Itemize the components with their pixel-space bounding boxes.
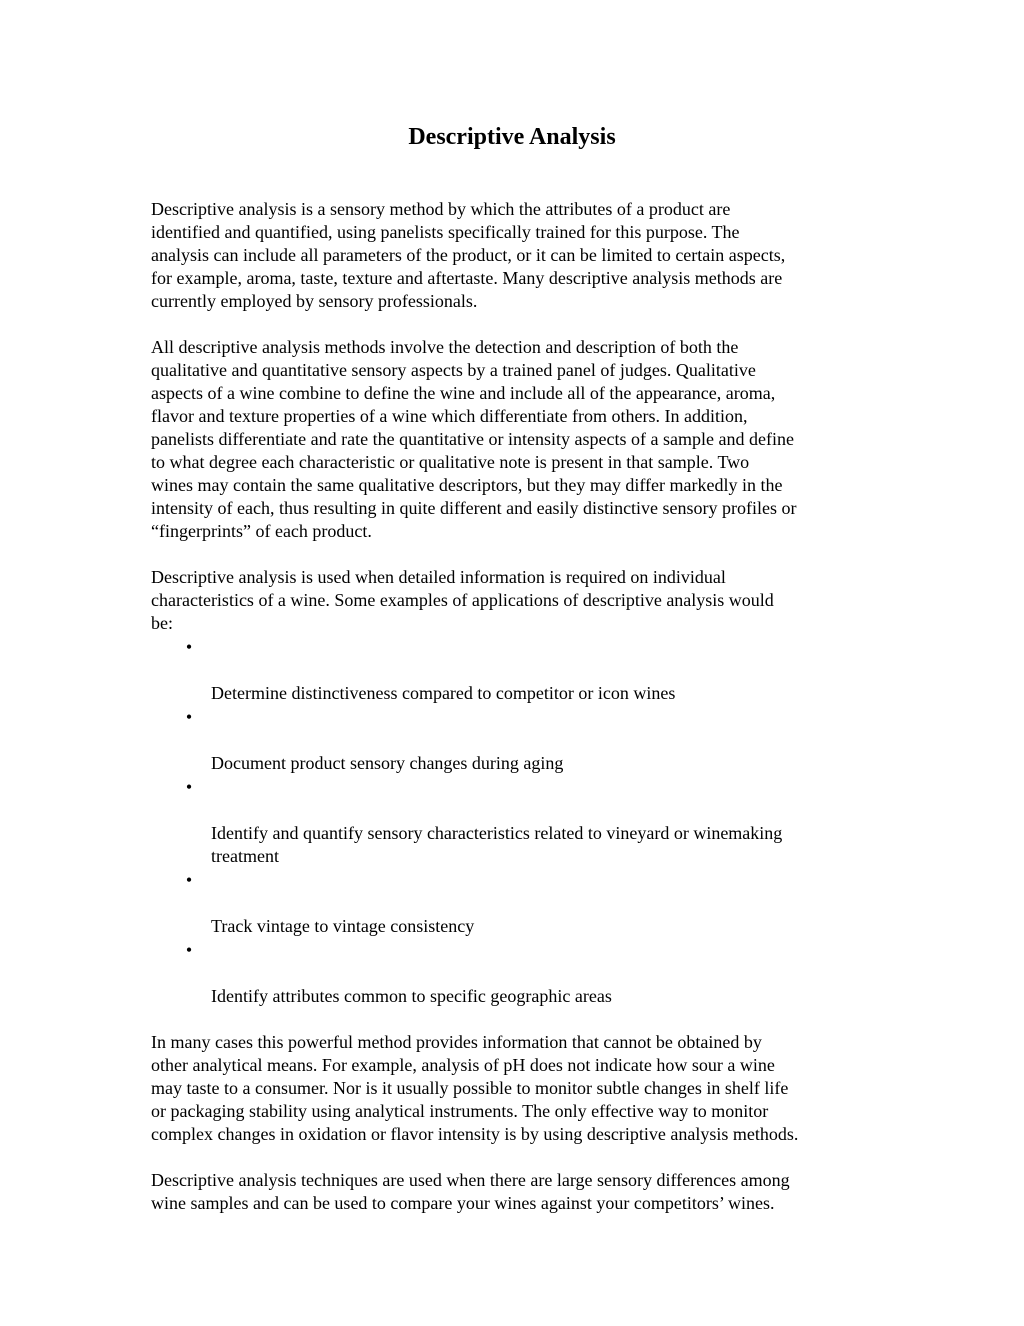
list-item	[151, 869, 891, 938]
paragraph-techniques: Descriptive analysis techniques are used when there are large sensory differences among wine samples and can be used to compare your wines against your competitors’ wines.	[151, 1170, 790, 1213]
bullet-icon: •	[185, 637, 193, 657]
list-item-text: Determine distinctiveness compared to competitor or icon wines	[211, 683, 676, 703]
list-item	[151, 706, 891, 775]
list-item	[151, 939, 891, 1008]
bullet-icon: •	[185, 870, 193, 890]
paragraph-applications-intro: Descriptive analysis is used when detailed information is required on individual characteristics of a wine. Some examples of applications of descriptive analysis would be:	[151, 567, 774, 633]
list-item-text: Track vintage to vintage consistency	[211, 916, 475, 936]
paragraph-methods: All descriptive analysis methods involve the detection and description of both the qualitative and quantitative sensory aspects by a trained panel of judges. Qualitative aspects of a wine combine to define the wine and include all of the appearance, aroma, flavor and texture properties of a wine which differentiate from others. In addition, panelists differentiate and rate the quantitative or intensity aspects of a sample and define to what degree each characteristic or qualitative note is present in that sample. Two wines may contain the same qualitative descriptors, but they may differ markedly in the intensity of each, thus resulting in quite different and easily distinctive sensory profiles or “fingerprints” of each product.	[151, 337, 797, 541]
applications-list	[151, 636, 891, 1008]
list-item	[151, 636, 891, 705]
bullet-icon: •	[185, 777, 193, 797]
list-item-text: Identify attributes common to specific geographic areas	[211, 986, 612, 1006]
list-item-text: Identify and quantify sensory characteristics related to vineyard or winemaking treatment	[211, 823, 783, 866]
document-body	[151, 198, 891, 1238]
paragraph-powerful-method: In many cases this powerful method provides information that cannot be obtained by other analytical means. For example, analysis of pH does not indicate how sour a wine may taste to a consumer. Nor is it usually possible to monitor subtle changes in shelf life or packaging stability using analytical instruments. The only effective way to monitor complex changes in oxidation or flavor intensity is by using descriptive analysis methods.	[151, 1032, 799, 1144]
bullet-icon: •	[185, 940, 193, 960]
bullet-icon: •	[185, 707, 193, 727]
paragraph-definition: Descriptive analysis is a sensory method by which the attributes of a product are identified and quantified, using panelists specifically trained for this purpose. The analysis can include all parameters of the product, or it can be limited to certain aspects, for example, aroma, taste, texture and aftertaste. Many descriptive analysis methods are currently employed by sensory professionals.	[151, 199, 786, 311]
list-item-text: Document product sensory changes during aging	[211, 753, 564, 773]
list-item	[151, 776, 891, 868]
page-title: Descriptive Analysis	[408, 124, 616, 150]
